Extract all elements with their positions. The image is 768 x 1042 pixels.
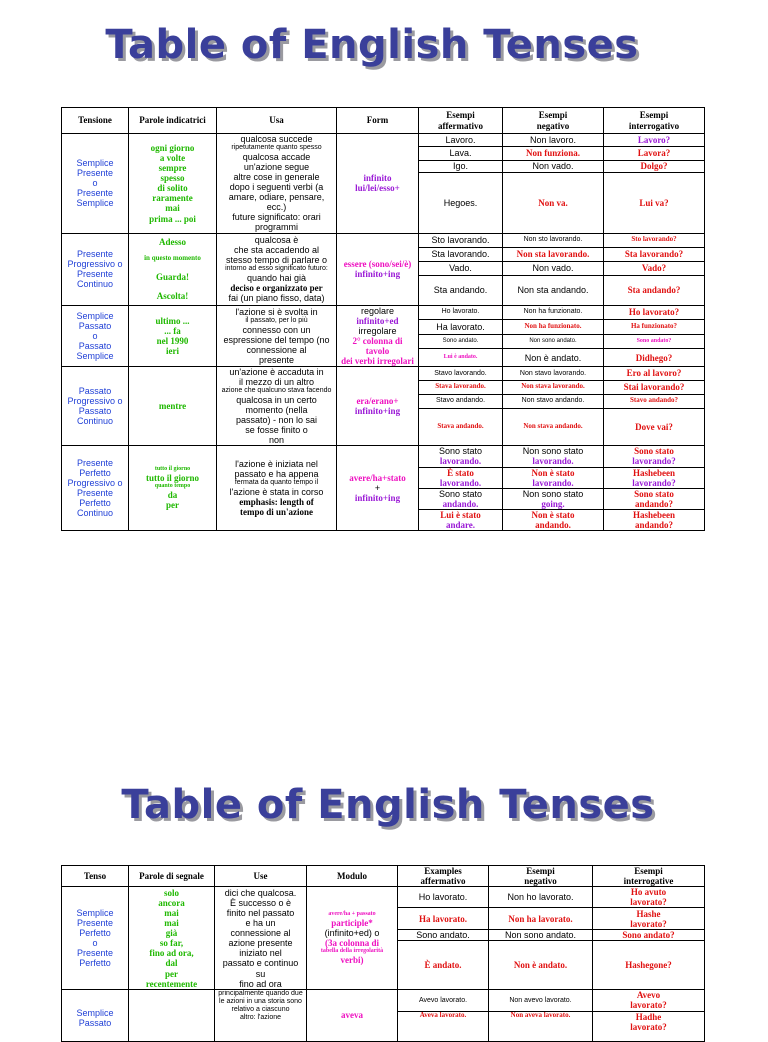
example-interrogative (604, 467, 705, 488)
signal-word: tutto il giorno (146, 473, 199, 484)
example-negative: Non sono andato. (489, 930, 593, 941)
example-interrogative (604, 488, 705, 509)
signal-words: ultimo ... ... fa nel 1990 ieri (129, 305, 217, 366)
col-header: Form (337, 108, 419, 134)
tense-name: Presente Perfetto Progressivo o Presente Perfetto Continuo (62, 446, 129, 531)
example-interrogative: Lavora? (604, 147, 705, 160)
signal-words (129, 233, 217, 305)
example-interrogative: Stai lavorando? (604, 380, 705, 394)
example-affirmative: Sono andato. (419, 334, 503, 349)
example-interrogative: Sono andato? (593, 930, 705, 941)
example-negative: Non aveva lavorato. (489, 1011, 593, 1041)
example-negative: Non vado. (503, 160, 604, 172)
example-affirmative: Lui è andato. (419, 349, 503, 367)
col-header: Esempi interrogativo (604, 108, 705, 134)
example-line: Non è stato (531, 509, 575, 520)
form-text: era/erano+ (356, 396, 399, 407)
form-text: (3a colonna di (324, 938, 379, 949)
example-affirmative: Vado. (419, 261, 503, 275)
example-negative: Non ha funzionato. (503, 305, 604, 320)
form-cell (337, 305, 419, 366)
form-text: essere (sono/sei/è) (343, 258, 412, 269)
tense-name: Passato Progressivo o Passato Continuo (62, 367, 129, 446)
example-affirmative: Ha lavorato. (398, 908, 489, 930)
form-text: + (374, 483, 381, 494)
example-affirmative: Ho lavorato. (398, 887, 489, 908)
example-affirmative: Lava. (419, 147, 503, 160)
example-interrogative: Vado? (604, 261, 705, 275)
signal-word: Ascolta! (156, 290, 189, 301)
col-header: Esempi negativo (503, 108, 604, 134)
form-text: tabella della irregolarità (320, 948, 384, 955)
example-line: andando? (634, 519, 674, 530)
usage-text: emphasis: length of tempo di un'azione (239, 497, 314, 518)
example-affirmative: Sta lavorando. (419, 247, 503, 261)
example-affirmative (419, 488, 503, 509)
example-line: Non è stato (531, 467, 575, 478)
tense-name: Semplice Passato o Passato Semplice (62, 305, 129, 366)
tense-name: Semplice Presente o Presente Semplice (62, 134, 129, 234)
page-title: Table of English Tenses (105, 22, 639, 68)
form-text: infinito+ing (354, 269, 401, 280)
signal-word: tutto il giorno (154, 466, 191, 473)
example-negative: Non stava lavorando. (503, 380, 604, 394)
example-negative: Non ha funzionato. (503, 320, 604, 335)
example-line: andando. (442, 498, 479, 509)
form-text: avere/ha+stato (349, 473, 406, 484)
usage-text: un'azione è accaduta in il mezzo di un altro (229, 367, 324, 388)
example-interrogative: Sono andato? (604, 334, 705, 349)
example-negative: Non sto lavorando. (503, 233, 604, 247)
table-header-row (62, 108, 705, 134)
example-affirmative: Stavo lavorando. (419, 367, 503, 381)
form-cell (307, 887, 398, 990)
example-negative: Non è andato. (489, 941, 593, 990)
example-affirmative: Stava lavorando. (419, 380, 503, 394)
form-text: infinito+ing (354, 406, 401, 417)
usage-text: il passato, per lo più (245, 316, 308, 324)
example-negative: Non ho lavorato. (489, 887, 593, 908)
example-line: lavorando. (532, 456, 574, 467)
usage-text: qualcosa accade un'azione segue altre cose in generale dopo i seguenti verbi (a amare, odiare, pensare, ecc.) future significato: orari programmi (228, 151, 325, 233)
example-negative: Non sta lavorando. (503, 247, 604, 261)
col-header: Parole di segnale (129, 866, 215, 887)
example-affirmative (419, 509, 503, 530)
form-cell: aveva (307, 990, 398, 1041)
form-cell (337, 233, 419, 305)
example-affirmative: Hegoes. (419, 172, 503, 233)
example-interrogative: Avevo lavorato? (593, 990, 705, 1011)
usage-text: azione che qualcuno stava facendo (221, 387, 332, 395)
example-line: lavorando. (439, 477, 482, 488)
example-interrogative: Stavo andando? (604, 394, 705, 408)
usage-text: fermata da quanto tempo il (234, 479, 319, 487)
example-negative: Non ha lavorato. (489, 908, 593, 930)
example-negative: Non funziona. (503, 147, 604, 160)
example-interrogative: Sta andando? (604, 275, 705, 305)
usage-text: qualcosa succede (240, 134, 313, 144)
usage-cell (217, 305, 337, 366)
example-negative (503, 446, 604, 467)
tense-name: Semplice Passato (62, 990, 129, 1041)
col-header: Examples affermativo (398, 866, 489, 887)
example-interrogative: Dolgo? (604, 160, 705, 172)
example-affirmative: Stava andando. (419, 408, 503, 446)
form-text: 2° colonna di tavolo dei verbi irregolari (341, 335, 414, 366)
example-affirmative (419, 467, 503, 488)
usage-text: l'azione è iniziata nel passato e ha appena (234, 459, 319, 480)
example-negative: Non va. (503, 172, 604, 233)
usage-text: l'azione si è svolta in (235, 306, 318, 317)
signal-words (129, 990, 215, 1041)
signal-word: Adesso (158, 237, 186, 247)
usage-cell (217, 446, 337, 531)
example-affirmative: Sono andato. (398, 930, 489, 941)
signal-word: quanto tempo (154, 483, 191, 490)
example-negative (503, 467, 604, 488)
example-negative: Non sta andando. (503, 275, 604, 305)
signal-word: Guarda! (155, 271, 189, 282)
example-interrogative (604, 509, 705, 530)
col-header: Esempi affermativo (419, 108, 503, 134)
page-title-repeat: Table of English Tenses (121, 782, 655, 828)
example-line: Non sono stato (522, 488, 584, 499)
example-interrogative: Ho avuto lavorato? (593, 887, 705, 908)
usage-cell: dici che qualcosa. È successo o è finito nel passato e ha un connessione al azione presente iniziato nel passato e continuo su fino ad ora (215, 887, 307, 990)
usage-text: connesso con un espressione del tempo (no connessione al presente (223, 324, 330, 365)
example-negative (503, 509, 604, 530)
col-header: Usa (217, 108, 337, 134)
example-negative: Non stava andando. (503, 408, 604, 446)
example-line: lavorando. (439, 456, 482, 467)
example-line: Hashebeen (632, 467, 675, 478)
example-line: andare. (445, 519, 476, 530)
col-header: Modulo (307, 866, 398, 887)
example-affirmative: È andato. (398, 941, 489, 990)
example-line: andando. (535, 519, 571, 530)
example-negative (503, 488, 604, 509)
example-interrogative: Lavoro? (604, 134, 705, 147)
example-affirmative: Sto lavorando. (419, 233, 503, 247)
example-interrogative: Hadhe lavorato? (593, 1011, 705, 1041)
example-interrogative: Hashegone? (593, 941, 705, 990)
example-affirmative: Ho lavorato. (419, 305, 503, 320)
example-interrogative: Lui va? (604, 172, 705, 233)
example-line: lavorando? (632, 477, 676, 488)
table-row (62, 134, 705, 147)
form-text: irregolare (358, 325, 397, 336)
signal-words: ogni giorno a volte sempre spesso di solito raramente mai prima ... poi (129, 134, 217, 234)
form-cell (337, 446, 419, 531)
table-row (62, 305, 705, 320)
form-text: verbi) (340, 955, 364, 966)
col-header: Esempi negativo (489, 866, 593, 887)
table-row (62, 367, 705, 381)
example-affirmative: Lavoro. (419, 134, 503, 147)
usage-text: deciso e organizzato per (230, 283, 323, 294)
example-line: Sono stato (438, 488, 483, 499)
col-header: Tenso (62, 866, 129, 887)
form-text: infinito+ed (356, 315, 399, 326)
signal-word: in questo momento (144, 254, 201, 263)
signal-word: da per (166, 489, 179, 510)
example-line: andando? (634, 498, 674, 509)
example-interrogative: Sta lavorando? (604, 247, 705, 261)
usage-cell (217, 367, 337, 446)
usage-cell (217, 233, 337, 305)
signal-words: solo ancora mai mai già so far, fino ad ora, dal per recentemente (129, 887, 215, 990)
example-negative: Non avevo lavorato. (489, 990, 593, 1011)
form-text: (infinito+ed) o (324, 928, 380, 939)
example-interrogative: Sto lavorando? (604, 233, 705, 247)
example-interrogative: Ho lavorato? (604, 305, 705, 320)
example-line: Sono stato (438, 446, 483, 457)
table-row (62, 887, 705, 908)
col-header: Parole indicatrici (129, 108, 217, 134)
form-text: participle* (331, 918, 373, 929)
example-affirmative: Ha lavorato. (419, 320, 503, 335)
example-line: Lui è stato (440, 509, 481, 520)
usage-text: qualcosa in un certo momento (nella passato) - non lo sai se fosse finito o non (235, 394, 318, 446)
example-affirmative: Igo. (419, 160, 503, 172)
example-negative: Non è andato. (503, 349, 604, 367)
example-interrogative: Hashe lavorato? (593, 908, 705, 930)
example-affirmative (419, 446, 503, 467)
table-header-row (62, 866, 705, 887)
usage-text: l'azione è stata in corso (229, 487, 324, 498)
example-line: Hashebeen (632, 509, 675, 520)
form-text: avere/ha + passato (328, 911, 376, 918)
example-line: lavorando? (632, 456, 676, 467)
example-line: Non sono stato (522, 446, 584, 457)
tenses-table-2 (61, 865, 705, 1042)
form-cell: infinito lui/lei/esso+ (337, 134, 419, 234)
example-affirmative: Sta andando. (419, 275, 503, 305)
example-negative: Non vado. (503, 261, 604, 275)
table-row (62, 446, 705, 467)
usage-cell: principalmente quando due le azioni in una storia sono relativo a ciascuno altro: l'azione (215, 990, 307, 1041)
usage-text: fai (un piano fisso, data) (228, 293, 325, 304)
example-interrogative: Didhego? (604, 349, 705, 367)
signal-words (129, 446, 217, 531)
usage-text: quando hai già (246, 272, 307, 283)
table-row (62, 233, 705, 247)
form-text: infinito+ing (354, 493, 401, 504)
form-text: regolare (360, 305, 395, 316)
example-affirmative: Avevo lavorato. (398, 990, 489, 1011)
example-interrogative: Dove vai? (604, 408, 705, 446)
col-header: Tensione (62, 108, 129, 134)
usage-text: qualcosa è che sta accadendo al stesso tempo di parlare o (225, 234, 328, 266)
example-line: lavorando. (532, 477, 574, 488)
col-header: Use (215, 866, 307, 887)
example-line: Sono stato (634, 488, 674, 499)
example-affirmative: Aveva lavorato. (398, 1011, 489, 1041)
example-interrogative (604, 446, 705, 467)
usage-text: ripetutamente quanto spesso (231, 144, 322, 152)
table-row (62, 990, 705, 1011)
form-cell (337, 367, 419, 446)
tense-name: Semplice Presente Perfetto o Presente Perfetto (62, 887, 129, 990)
usage-cell (217, 134, 337, 234)
example-negative: Non stavo lavorando. (503, 367, 604, 381)
example-interrogative: Ha funzionato? (604, 320, 705, 335)
usage-text: intorno ad esso significato futuro: (225, 265, 328, 273)
example-negative: Non stavo andando. (503, 394, 604, 408)
example-line: È stato (447, 467, 474, 478)
col-header: Esempi interrogative (593, 866, 705, 887)
tense-name: Presente Progressivo o Presente Continuo (62, 233, 129, 305)
signal-words: mentre (129, 367, 217, 446)
example-line: going. (541, 498, 565, 509)
tenses-table (61, 107, 705, 531)
example-interrogative: Ero al lavoro? (604, 367, 705, 381)
example-negative: Non sono andato. (503, 334, 604, 349)
example-affirmative: Stavo andando. (419, 394, 503, 408)
example-negative: Non lavoro. (503, 134, 604, 147)
example-line: Sono stato (634, 446, 674, 457)
